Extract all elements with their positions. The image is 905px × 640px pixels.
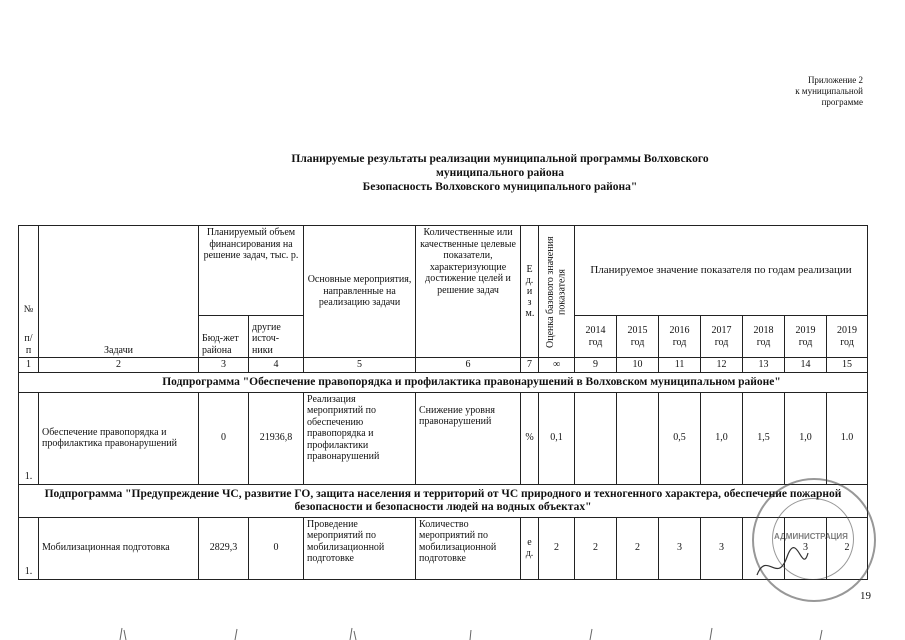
row-budget: 0 bbox=[199, 392, 249, 484]
row-value: 3 bbox=[785, 517, 827, 579]
row-value: 1.0 bbox=[827, 392, 868, 484]
row-task: Мобилизационная подготовка bbox=[39, 517, 199, 579]
appendix-line1: Приложение 2 bbox=[807, 75, 863, 85]
header-year: 2014 год bbox=[575, 316, 617, 358]
header-year: 2019 год bbox=[827, 316, 868, 358]
header-year: 2016 год bbox=[659, 316, 701, 358]
col-number: 12 bbox=[701, 358, 743, 373]
header-num-bottom: п/п bbox=[24, 333, 33, 356]
row-other: 0 bbox=[249, 517, 304, 579]
scan-artifacts bbox=[0, 626, 905, 640]
header-planned: Планируемое значение показателя по годам реализации bbox=[575, 226, 868, 316]
row-unit-text: ед. bbox=[525, 536, 534, 559]
header-unit bbox=[521, 226, 539, 358]
table-row bbox=[19, 392, 868, 484]
row-value: 3 bbox=[659, 517, 701, 579]
document-title bbox=[230, 152, 770, 194]
row-unit bbox=[521, 517, 539, 579]
row-indicator: Снижение уровня правонарушений bbox=[416, 392, 521, 484]
col-number: 10 bbox=[617, 358, 659, 373]
header-year: 2017 год bbox=[701, 316, 743, 358]
title-line2: муниципального района bbox=[436, 167, 564, 179]
row-value: 2 bbox=[575, 517, 617, 579]
row-task: Обеспечение правопорядка и профилактика правонарушений bbox=[39, 392, 199, 484]
row-budget: 2829,3 bbox=[199, 517, 249, 579]
header-other: другие источ-ники bbox=[249, 316, 304, 358]
col-number: 9 bbox=[575, 358, 617, 373]
title-line3: Безопасность Волховского муниципального района" bbox=[362, 181, 638, 193]
appendix-label bbox=[795, 75, 863, 108]
header-num bbox=[19, 226, 39, 358]
header-events: Основные мероприятия, направленные на реализацию задачи bbox=[304, 226, 416, 358]
results-table bbox=[18, 225, 868, 580]
stamp-text: АДМИНИСТРАЦИЯ bbox=[774, 532, 848, 541]
row-baseline: 2 bbox=[539, 517, 575, 579]
header-baseline bbox=[539, 226, 575, 358]
col-number: 5 bbox=[304, 358, 416, 373]
col-number: 2 bbox=[39, 358, 199, 373]
row-value: 0,5 bbox=[659, 392, 701, 484]
col-number: 13 bbox=[743, 358, 785, 373]
header-year: 2019 год bbox=[785, 316, 827, 358]
header-unit-text: Ед. изм. bbox=[525, 264, 535, 319]
row-value bbox=[575, 392, 617, 484]
subprogram-heading: Подпрограмма "Предупреждение ЧС, развитие ГО, защита населения и территорий от ЧС природного и техногенного характера, обеспечение пожарной безопасности и безопасности людей на водных объектах" bbox=[19, 484, 868, 517]
row-num: 1. bbox=[19, 392, 39, 484]
row-value: 3 bbox=[701, 517, 743, 579]
appendix-line2: к муниципальной bbox=[795, 86, 863, 96]
col-number: 6 bbox=[416, 358, 521, 373]
col-number: 1 bbox=[19, 358, 39, 373]
title-line1: Планируемые результаты реализации муниципальной программы Волховского bbox=[291, 153, 709, 165]
table-row bbox=[19, 517, 868, 579]
row-value: 2 bbox=[827, 517, 868, 579]
row-value: 1,0 bbox=[701, 392, 743, 484]
col-number: 15 bbox=[827, 358, 868, 373]
row-event: Проведение мероприятий по мобилизационной подготовке bbox=[304, 517, 416, 579]
header-num-top: № bbox=[23, 303, 34, 315]
row-num: 1. bbox=[19, 517, 39, 579]
row-value: 1,0 bbox=[785, 392, 827, 484]
page-number: 19 bbox=[860, 590, 871, 602]
header-tasks: Задачи bbox=[39, 226, 199, 358]
header-indicators: Количественные или качественные целевые показатели, характеризующие достижение целей и решение задач bbox=[416, 226, 521, 358]
row-event: Реализация мероприятий по обеспечению правопорядка и профилактики правонарушений bbox=[304, 392, 416, 484]
row-baseline: 0,1 bbox=[539, 392, 575, 484]
row-other: 21936,8 bbox=[249, 392, 304, 484]
col-number: 7 bbox=[521, 358, 539, 373]
header-year: 2018 год bbox=[743, 316, 785, 358]
row-indicator: Количество мероприятий по мобилизационной подготовке bbox=[416, 517, 521, 579]
header-year: 2015 год bbox=[617, 316, 659, 358]
col-number: 11 bbox=[659, 358, 701, 373]
signature-mark bbox=[752, 545, 812, 585]
col-number: 4 bbox=[249, 358, 304, 373]
header-budget: Бюд-жет района bbox=[199, 316, 249, 358]
header-financing: Планируемый объем финансирования на решение задач, тыс. р. bbox=[199, 226, 304, 316]
row-value bbox=[617, 392, 659, 484]
row-value: 2 bbox=[617, 517, 659, 579]
col-number: 14 bbox=[785, 358, 827, 373]
col-number: ∞ bbox=[539, 358, 575, 373]
row-unit: % bbox=[521, 392, 539, 484]
appendix-line3: программе bbox=[821, 97, 863, 107]
col-number: 3 bbox=[199, 358, 249, 373]
subprogram-heading: Подпрограмма "Обеспечение правопорядка и профилактика правонарушений в Волховском муниципальном районе" bbox=[19, 372, 868, 392]
row-value: 1,5 bbox=[743, 392, 785, 484]
header-baseline-text: Оценка базового значения показателя bbox=[545, 235, 568, 348]
